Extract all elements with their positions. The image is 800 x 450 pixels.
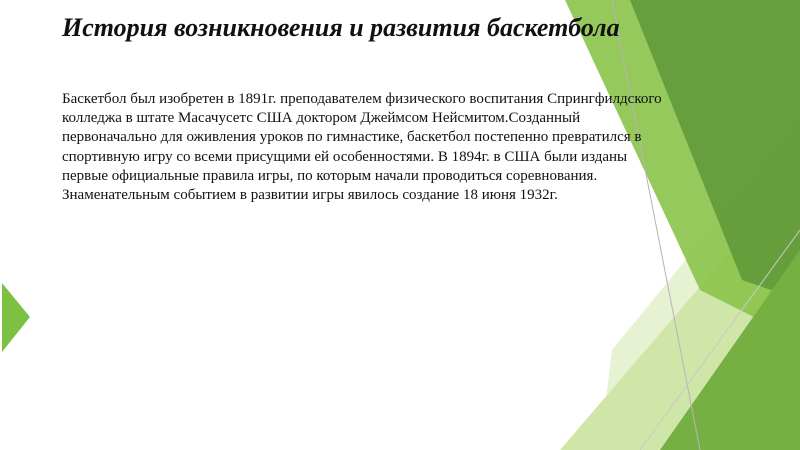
body-line: первые официальные правила игры, по которым начали проводиться соревнования. [62, 167, 598, 184]
green-arrow-bullet-icon [2, 283, 30, 352]
body-line: колледжа в штате Масачусетс США доктором Джеймсом Нейсмитом.Созданный [62, 110, 581, 127]
body-line: спортивную игру со всеми присущими ей особенностями. В 1894г. в США были изданы [62, 148, 628, 165]
body-line: Знаменательным событием в развитии игры явилось создание 18 июня 1932г. [62, 187, 558, 204]
body-line: первоначально для оживления уроков по гимнастике, баскетбол постепенно превратился в [62, 129, 642, 146]
slide-title: История возникновения и развития баскетбола [62, 13, 620, 42]
body-paragraph [62, 90, 752, 205]
body-line: Баскетбол был изобретен в 1891г. преподавателем физического воспитания Спрингфилдского [62, 91, 662, 107]
